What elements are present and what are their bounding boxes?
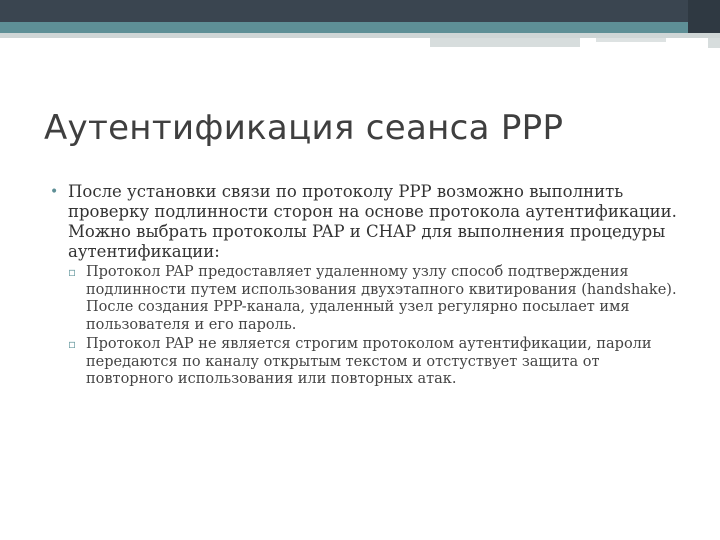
sub-bullet-list <box>50 264 680 389</box>
top-band-teal <box>0 22 720 33</box>
bullet-item <box>50 182 680 262</box>
top-band-light-segment <box>430 38 580 47</box>
top-band-corner-block <box>688 0 720 33</box>
sub-bullet-text: Протокол PAP не является строгим протоколом аутентификации, пароли передаются по каналу открытым текстом и отстуствует защита от повторного использования или повторных атак. <box>86 336 652 387</box>
top-band-dark <box>0 0 720 22</box>
square-bullet-icon: ▫ <box>68 265 77 279</box>
top-band-light-segment <box>708 38 720 48</box>
square-bullet-icon: ▫ <box>68 337 77 351</box>
slide-title: Аутентификация сеанса PPP <box>44 108 564 148</box>
slide-content <box>50 182 680 391</box>
sub-bullet-item <box>68 336 680 389</box>
sub-bullet-text: Протокол PAP предоставляет удаленному узлу способ подтверждения подлинности путем использования двухэтапного квитирования (handshake). После создания PPP-канала, удаленный узел регулярно посылает имя пользователя и его пароль. <box>86 264 677 333</box>
top-band-light-segment <box>596 38 666 42</box>
sub-bullet-item <box>68 264 680 334</box>
round-bullet-icon: • <box>50 184 59 200</box>
bullet-text: После установки связи по протоколу PPP возможно выполнить проверку подлинности сторон на основе протокола аутентификации. Можно выбрать протоколы PAP и CHAP для выполнения процедуры аутентификации: <box>68 182 677 261</box>
